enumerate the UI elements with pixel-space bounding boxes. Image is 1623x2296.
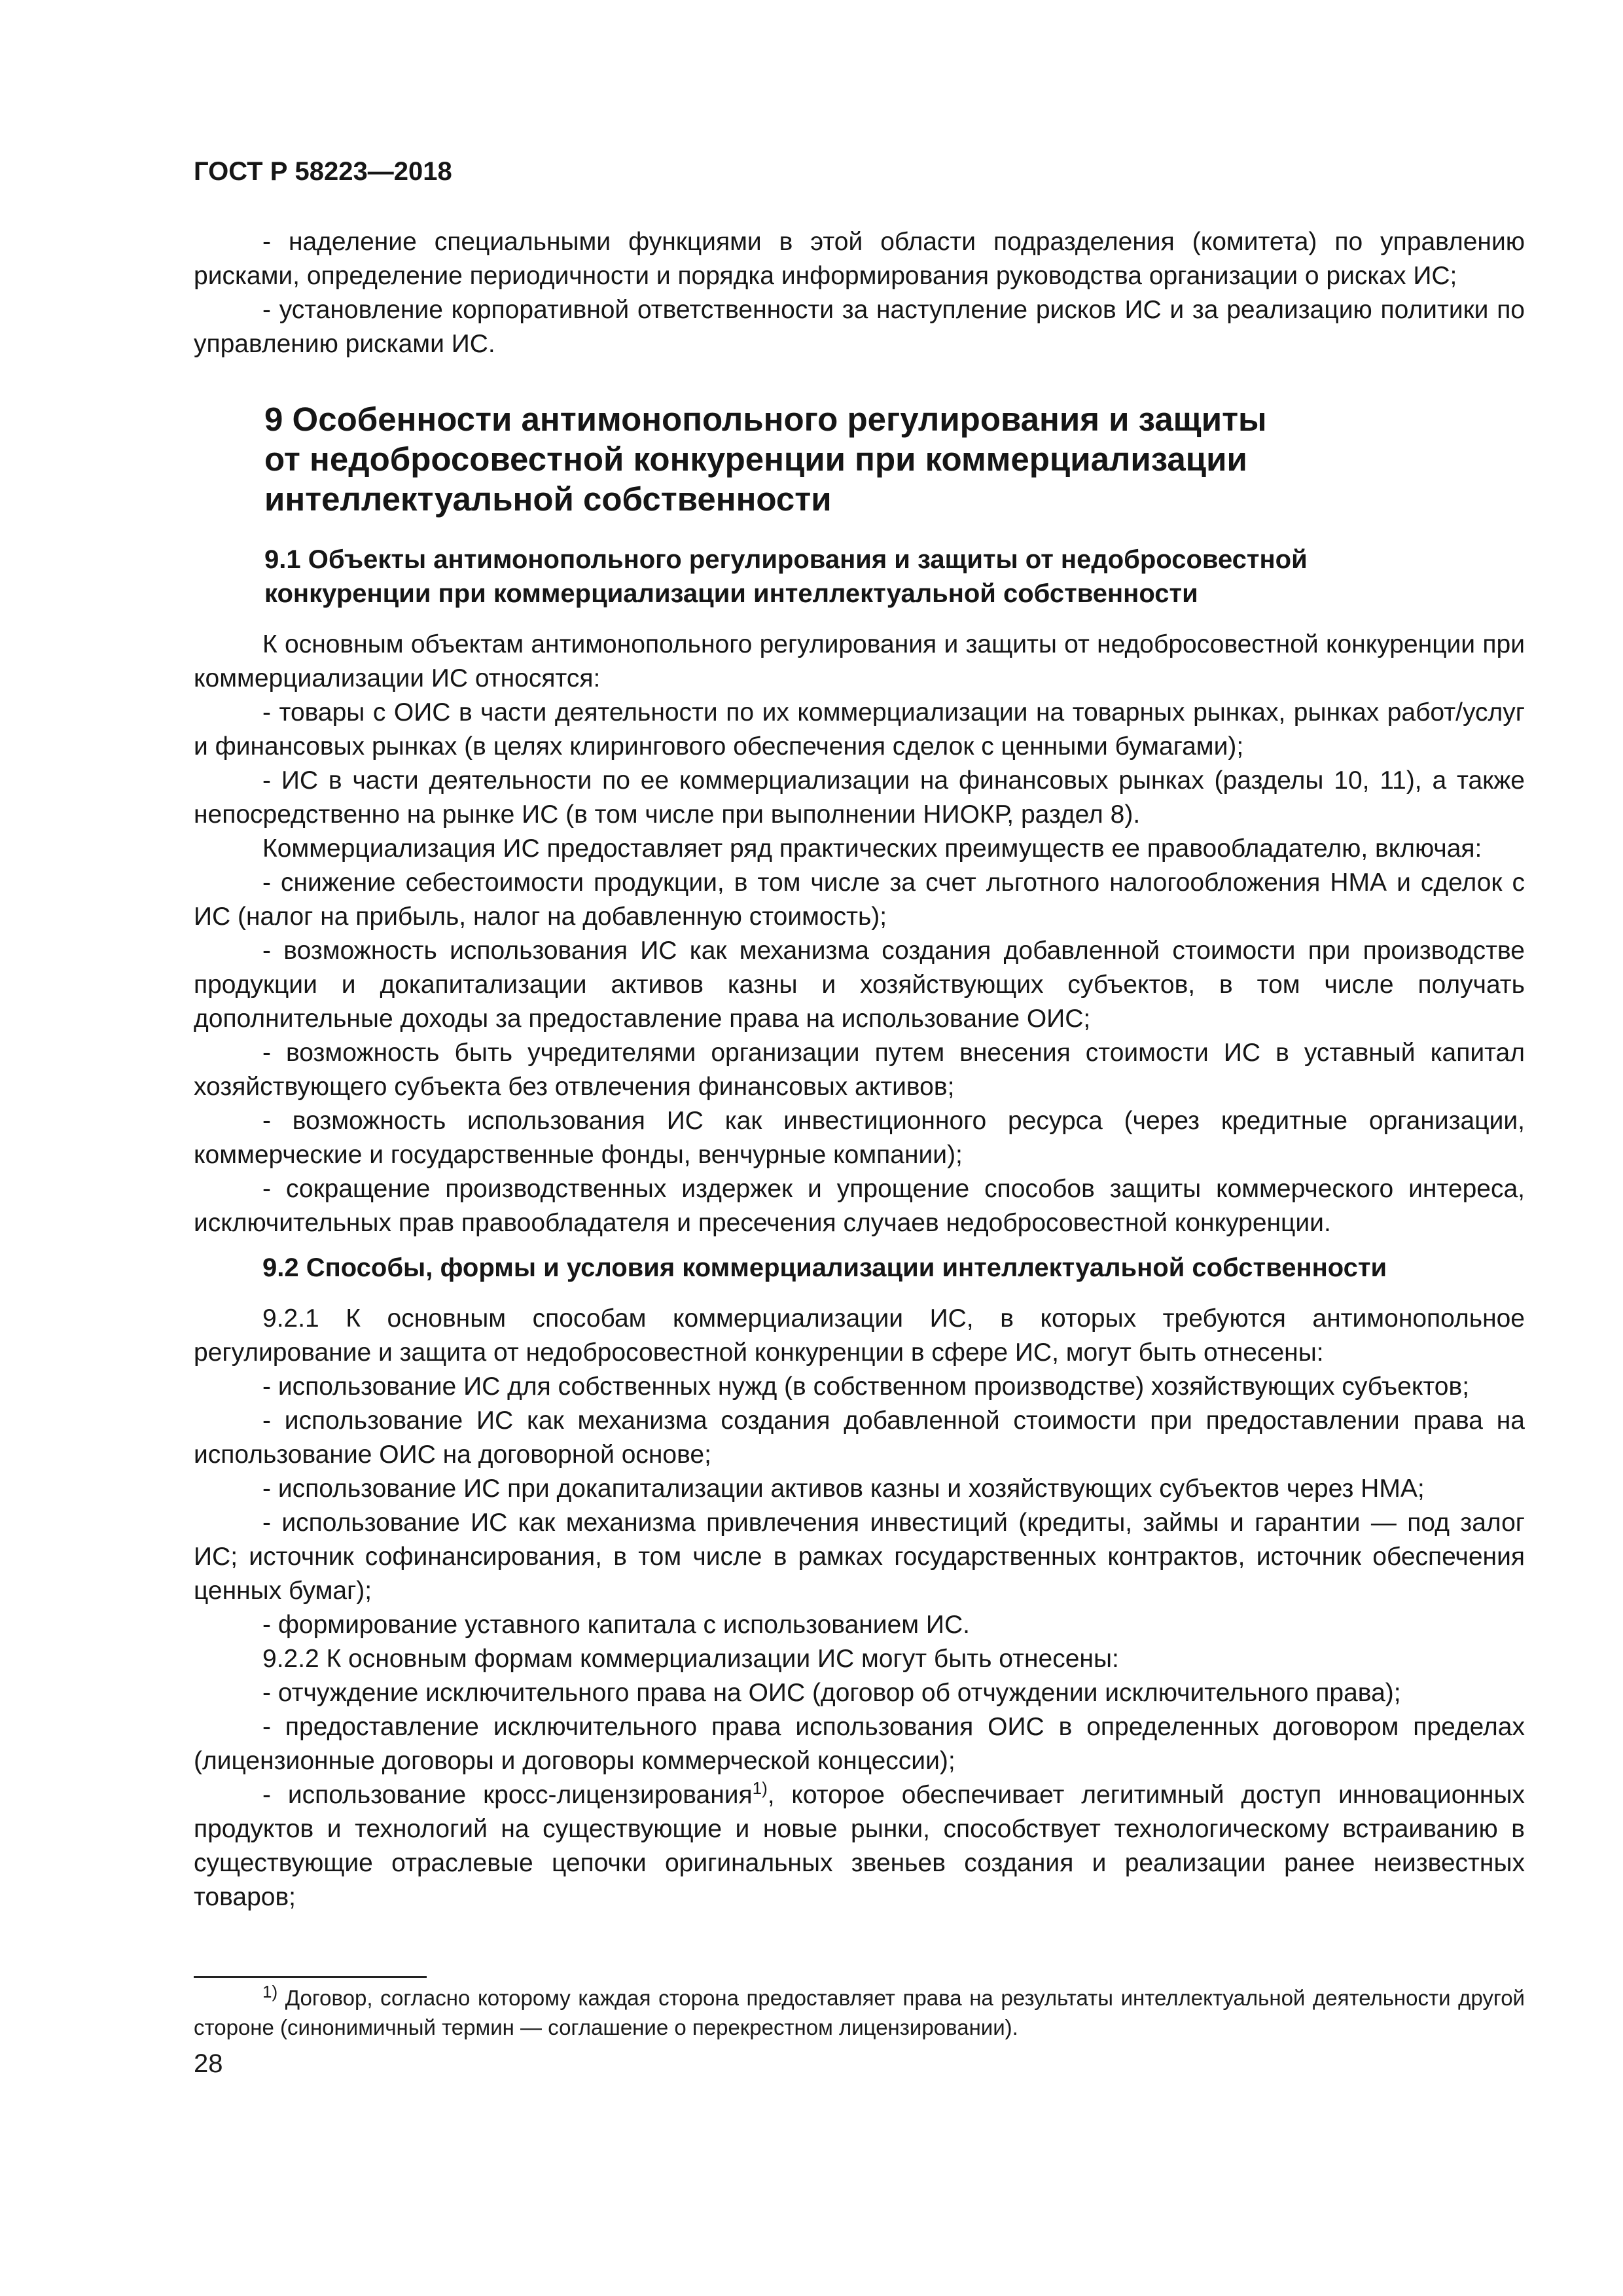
section-9-title <box>264 399 1508 519</box>
body-paragraph: Коммерциализация ИС предоставляет ряд практических преимуществ ее правообладателю, включая: <box>262 834 1482 863</box>
list-item: - формирование уставного капитала с использованием ИС. <box>262 1611 970 1639</box>
cross-licensing-rest: , которое обеспечивает легитимный доступ инновационных продуктов и технологий на существующие и новые рынки, способствует технологическому встраиванию в существующие отраслевые цепочки оригинальных звеньев создания и реализации ранее неизвестных товаров; <box>194 1781 1525 1911</box>
list-item: - использование ИС как механизма привлечения инвестиций (кредиты, займы и гарантии — под залог ИС; источник софинансирования, в том числе в рамках государственных контрактов, источник обеспечения ценных бумаг); <box>194 1509 1525 1605</box>
footnote <box>194 1983 1525 2042</box>
list-item: - использование ИС при докапитализации активов казны и хозяйствующих субъектов через НМА; <box>262 1475 1425 1503</box>
footnote-divider <box>194 1976 427 1978</box>
intro-paragraph: - установление корпоративной ответственности за наступление рисков ИС и за реализацию политики по управлению рисками ИС. <box>194 296 1525 358</box>
body-paragraph: 9.2.1 К основным способам коммерциализации ИС, в которых требуются антимонопольное регулирование и защита от недобросовестной конкуренции в сфере ИС, могут быть отнесены: <box>194 1304 1525 1367</box>
section-9-1-title <box>194 543 1525 611</box>
list-item: - возможность использования ИС как механизма создания добавленной стоимости при производстве продукции и докапитализации активов казны и хозяйствующих субъектов, в том числе получать дополнительные доходы за предоставление права на использование ОИС; <box>194 937 1525 1033</box>
intro-paragraph: - наделение специальными функциями в этой области подразделения (комитета) по управлению рисками, определение периодичности и порядка информирования руководства организации о рисках ИС; <box>194 228 1525 290</box>
list-item: - возможность быть учредителями организации путем внесения стоимости ИС в уставный капитал хозяйствующего субъекта без отвлечения финансовых активов; <box>194 1039 1525 1101</box>
section-9-1-title-line: конкуренции при коммерциализации интеллектуальной собственности <box>264 579 1198 608</box>
document-page <box>194 154 1525 1914</box>
document-header: ГОСТ Р 58223—2018 <box>194 157 452 186</box>
page-number: 28 <box>194 2049 223 2078</box>
list-item: - товары с ОИС в части деятельности по их коммерциализации на товарных рынках, рынках работ/услуг и финансовых рынках (в целях клирингового обеспечения сделок с ценными бумагами); <box>194 698 1525 761</box>
list-item: - использование ИС как механизма создания добавленной стоимости при предоставлении права на использование ОИС на договорной основе; <box>194 1407 1525 1469</box>
cross-licensing-start: - использование кросс-лицензирования <box>262 1781 753 1809</box>
list-item: - снижение себестоимости продукции, в том числе за счет льготного налогообложения НМА и сделок с ИС (налог на прибыль, налог на добавленную стоимость); <box>194 869 1525 931</box>
list-item: - сокращение производственных издержек и упрощение способов защиты коммерческого интереса, исключительных прав правообладателя и пресечения случаев недобросовестной конкуренции. <box>194 1175 1525 1237</box>
list-item: - ИС в части деятельности по ее коммерциализации на финансовых рынках (разделы 10, 11), а также непосредственно на рынке ИС (в том числе при выполнении НИОКР, раздел 8). <box>194 766 1525 829</box>
list-item: - возможность использования ИС как инвестиционного ресурса (через кредитные организации, коммерческие и государственные фонды, венчурные компании); <box>194 1107 1525 1169</box>
footnote-text: Договор, согласно которому каждая сторона предоставляет права на результаты интеллектуальной деятельности другой стороне (синонимичный термин — соглашение о перекрестном лицензировании). <box>194 1986 1525 2039</box>
list-item: - использование ИС для собственных нужд (в собственном производстве) хозяйствующих субъектов; <box>262 1372 1470 1401</box>
section-9-1-title-line: 9.1 Объекты антимонопольного регулирования и защиты от недобросовестной <box>264 545 1308 574</box>
section-9-title-line: интеллектуальной собственности <box>264 480 832 518</box>
footnote-reference[interactable]: 1) <box>752 1778 768 1798</box>
section-9-title-line: 9 Особенности антимонопольного регулирования и защиты <box>264 401 1267 438</box>
section-9-title-line: от недобросовестной конкуренции при коммерциализации <box>264 440 1247 478</box>
section-9-2-title: 9.2 Способы, формы и условия коммерциализации интеллектуальной собственности <box>262 1253 1387 1282</box>
body-paragraph: К основным объектам антимонопольного регулирования и защиты от недобросовестной конкуренции при коммерциализации ИС относятся: <box>194 630 1525 692</box>
body-paragraph: 9.2.2 К основным формам коммерциализации ИС могут быть отнесены: <box>262 1645 1119 1673</box>
footnote-mark: 1) <box>262 1982 278 2001</box>
list-item: - предоставление исключительного права использования ОИС в определенных договором пределах (лицензионные договоры и договоры коммерческой концессии); <box>194 1713 1525 1775</box>
list-item: - отчуждение исключительного права на ОИС (договор об отчуждении исключительного права); <box>262 1679 1401 1707</box>
list-item-cross-licensing <box>194 1778 1525 1914</box>
